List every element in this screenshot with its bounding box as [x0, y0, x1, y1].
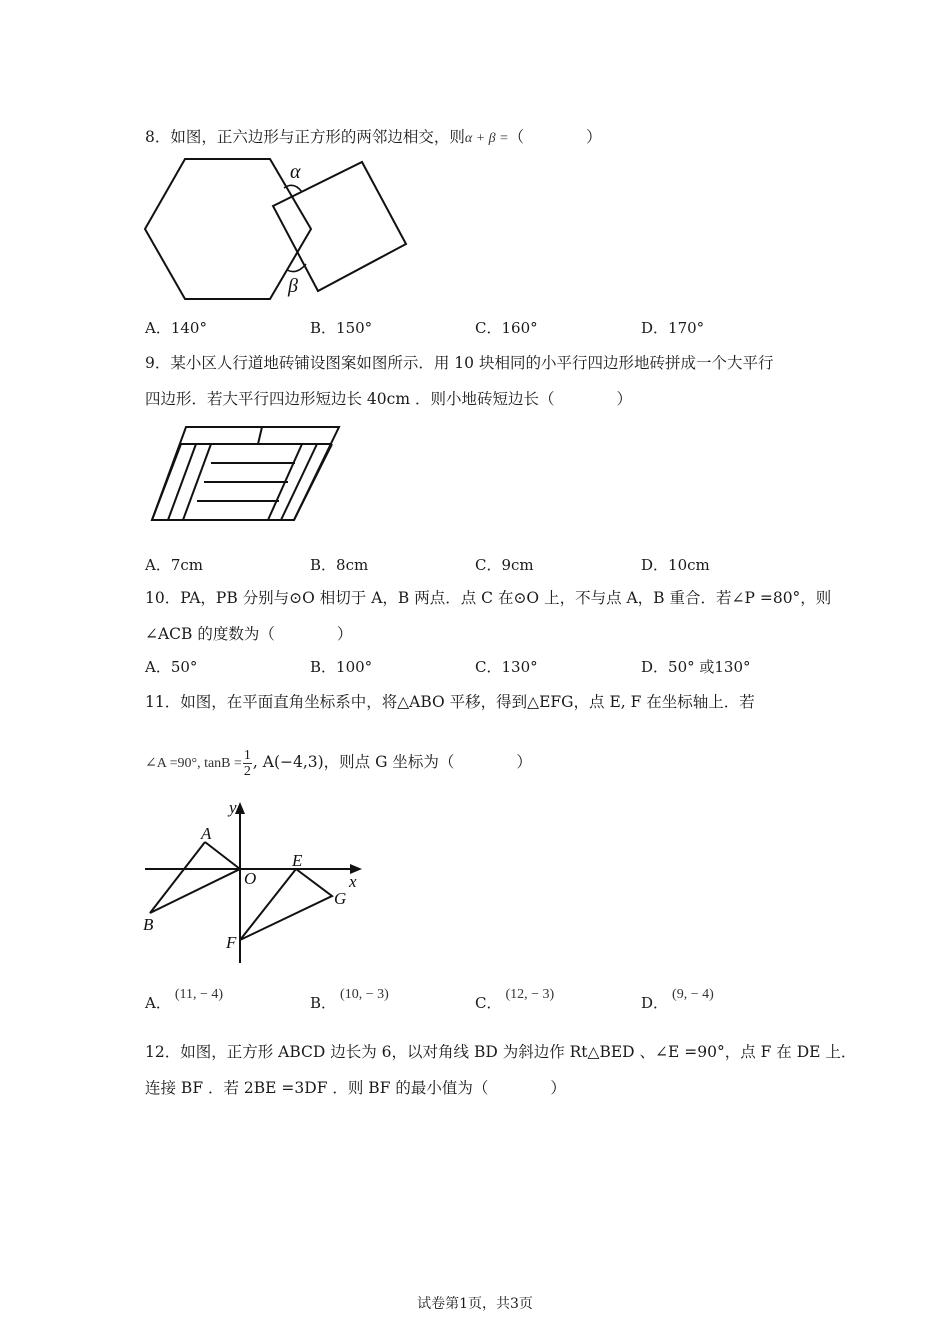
q8-stem: 8．如图，正六边形与正方形的两邻边相交，则α + β =（ ）	[145, 128, 602, 146]
q10-option-d[interactable]: D．50° 或130°	[641, 658, 751, 676]
q11-stem-line2: ∠A =90°, tanB = $\frac{1}{2}$ , A(−4,3)，则点 G 坐标为（ ）	[145, 747, 532, 779]
y-axis-label: y	[229, 798, 237, 817]
q10-stem-line1: 10．PA，PB 分别与⊙O 相切于 A，B 两点．点 C 在⊙O 上，不与点 A，B 重合．若∠P =80°，则	[145, 589, 832, 607]
q11-stem-line1: 11．如图，在平面直角坐标系中，将△ABO 平移，得到△EFG，点 E, F 在坐标轴上．若	[145, 693, 755, 711]
q11-option-d[interactable]: D． (9, − 4)	[641, 987, 714, 1012]
q9-option-d[interactable]: D．10cm	[641, 556, 710, 574]
point-b-label: B	[143, 915, 154, 934]
q9-option-a[interactable]: A．7cm	[145, 556, 204, 574]
q9-option-b[interactable]: B．8cm	[310, 556, 369, 574]
q10-option-c[interactable]: C．130°	[475, 658, 538, 676]
q8-option-b[interactable]: B．150°	[310, 319, 373, 337]
q8-expression: α + β =	[464, 131, 509, 146]
point-e-label: E	[292, 851, 303, 870]
q10-stem-line2: ∠ACB 的度数为（ ）	[145, 625, 353, 643]
q9-stem-line2: 四边形．若大平行四边形短边长 40cm ．则小地砖短边长（ ）	[145, 390, 632, 408]
q8-option-d[interactable]: D．170°	[641, 319, 705, 337]
point-o-label: O	[244, 869, 257, 888]
q10-option-a[interactable]: A．50°	[145, 658, 198, 676]
alpha-label: α	[290, 161, 301, 183]
q8-option-a[interactable]: A．140°	[145, 319, 207, 337]
point-a-label: A	[201, 824, 212, 843]
q8-option-c[interactable]: C．160°	[475, 319, 538, 337]
q12-stem-line2: 连接 BF ．若 2BE =3DF ．则 BF 的最小值为（ ）	[145, 1079, 566, 1097]
q9-stem-line1: 9．某小区人行道地砖铺设图案如图所示．用 10 块相同的小平行四边形地砖拼成一个大平行	[145, 354, 774, 372]
q10-option-b[interactable]: B．100°	[310, 658, 373, 676]
x-axis-label: x	[349, 872, 357, 891]
point-g-label: G	[334, 889, 347, 908]
q11-option-c[interactable]: C． (12, − 3)	[475, 987, 555, 1012]
q9-option-c[interactable]: C．9cm	[475, 556, 534, 574]
q11-option-b[interactable]: B． (10, − 3)	[310, 987, 389, 1012]
q11-option-a[interactable]: A． (11, − 4)	[145, 987, 224, 1012]
beta-label: β	[288, 275, 298, 297]
q11-fraction: $\frac{1}{2}$	[243, 747, 251, 779]
point-f-label: F	[226, 933, 237, 952]
page-footer: 试卷第1页，共3页	[417, 1296, 533, 1312]
q12-stem-line1: 12．如图，正方形 ABCD 边长为 6，以对角线 BD 为斜边作 Rt△BED 、∠E =90°，点 F 在 DE 上．	[145, 1043, 857, 1061]
